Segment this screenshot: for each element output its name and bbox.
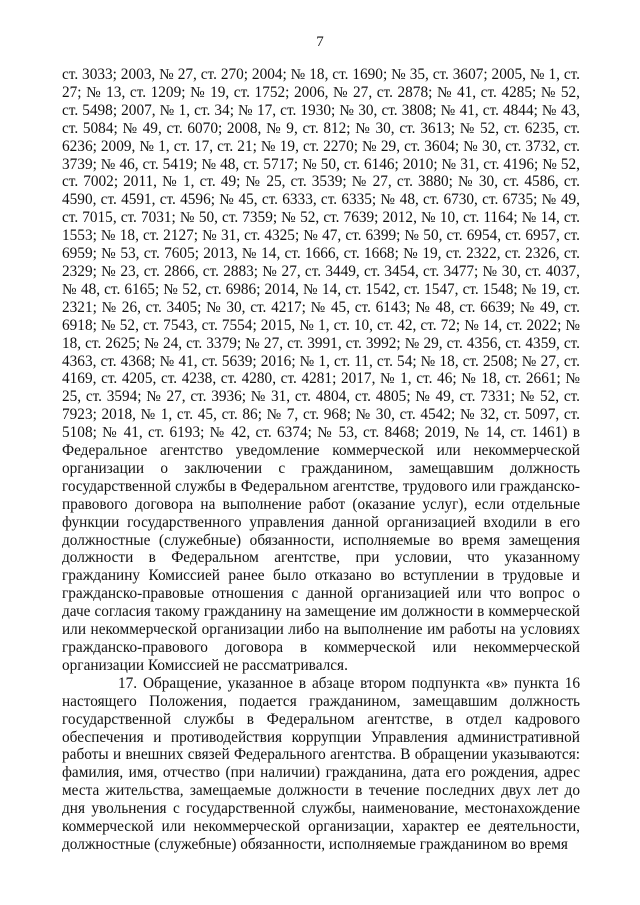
document-body	[62, 66, 580, 854]
paragraph-item-17: 17. Обращение, указанное в абзаце втором подпункта «в» пункта 16 настоящего Положения, подается гражданином, замещавшим должность государственной службы в Федеральном агентстве, в отдел кадрового обеспечения и противодействия коррупции Управления административной работы и внешних связей Федерального агентства. В обращении указываются: фамилия, имя, отчество (при наличии) гражданина, дата его рождения, адрес места жительства, замещаемые должности в течение последних двух лет до дня увольнения с государственной службы, наименование, местонахождение коммерческой или некоммерческой организации, характер ее деятельности, должностные (служебные) обязанности, исполняемые гражданином во время	[62, 674, 580, 853]
page-number: 7	[316, 34, 324, 50]
paragraph-continuation: ст. 3033; 2003, № 27, ст. 270; 2004; № 18, ст. 1690; № 35, ст. 3607; 2005, № 1, ст. 27; № 13, ст. 1209; № 19, ст. 1752; 2006, № 27, ст. 2878; № 41, ст. 4285; № 52, ст. 5498; 2007, № 1, ст. 34; № 17, ст. 1930; № 30, ст. 3808; № 41, ст. 4844; № 43, ст. 5084; № 49, ст. 6070; 2008, № 9, ст. 812; № 30, ст. 3613; № 52, ст. 6235, ст. 6236; 2009, № 1, ст. 17, ст. 21; № 19, ст. 2270; № 29, ст. 3604; № 30, ст. 3732, ст. 3739; № 46, ст. 5419; № 48, ст. 5717; № 50, ст. 6146; 2010; № 31, ст. 4196; № 52, ст. 7002; 2011, № 1, ст. 49; № 25, ст. 3539; № 27, ст. 3880; № 30, ст. 4586, ст. 4590, ст. 4591, ст. 4596; № 45, ст. 6333, ст. 6335; № 48, ст. 6730, ст. 6735; № 49, ст. 7015, ст. 7031; № 50, ст. 7359; № 52, ст. 7639; 2012, № 10, ст. 1164; № 14, ст. 1553; № 18, ст. 2127; № 31, ст. 4325; № 47, ст. 6399; № 50, ст. 6954, ст. 6957, ст. 6959; № 53, ст. 7605; 2013, № 14, ст. 1666, ст. 1668; № 19, ст. 2322, ст. 2326, ст. 2329; № 23, ст. 2866, ст. 2883; № 27, ст. 3449, ст. 3454, ст. 3477; № 30, ст. 4037, № 48, ст. 6165; № 52, ст. 6986; 2014, № 14, ст. 1542, ст. 1547, ст. 1548; № 19, ст. 2321; № 26, ст. 3405; № 30, ст. 4217; № 45, ст. 6143; № 48, ст. 6639; № 49, ст. 6918; № 52, ст. 7543, ст. 7554; 2015, № 1, ст. 10, ст. 42, ст. 72; № 14, ст. 2022; № 18, ст. 2625; № 24, ст. 3379; № 27, ст. 3991, ст. 3992; № 29, ст. 4356, ст. 4359, ст. 4363, ст. 4368; № 41, ст. 5639; 2016; № 1, ст. 11, ст. 54; № 18, ст. 2508; № 27, ст. 4169, ст. 4205, ст. 4238, ст. 4280, ст. 4281; 2017, № 1, ст. 46; № 18, ст. 2661; № 25, ст. 3594; № 27, ст. 3936; № 31, ст. 4804, ст. 4805; № 49, ст. 7331; № 52, ст. 7923; 2018, № 1, ст. 45, ст. 86; № 7, ст. 968; № 30, ст. 4542; № 32, ст. 5097, ст. 5108; № 41, ст. 6193; № 42, ст. 6374; № 53, ст. 8468; 2019, № 14, ст. 1461) в Федеральное агентство уведомление коммерческой или некоммерческой организации о заключении с гражданином, замещавшим должность государственной службы в Федеральном агентстве, трудового или гражданско-правового договора на выполнение работ (оказание услуг), если отдельные функции государственного управления данной организацией входили в его должностные (служебные) обязанности, исполняемые во время замещения должности в Федеральном агентстве, при условии, что указанному гражданину Комиссией ранее было отказано во вступлении в трудовые и гражданско-правовые отношения с данной организацией или что вопрос о даче согласия такому гражданину на замещение им должности в коммерческой или некоммерческой организации либо на выполнение им работы на условиях гражданско-правового договора в коммерческой или некоммерческой организации Комиссией не рассматривался.	[62, 66, 580, 674]
